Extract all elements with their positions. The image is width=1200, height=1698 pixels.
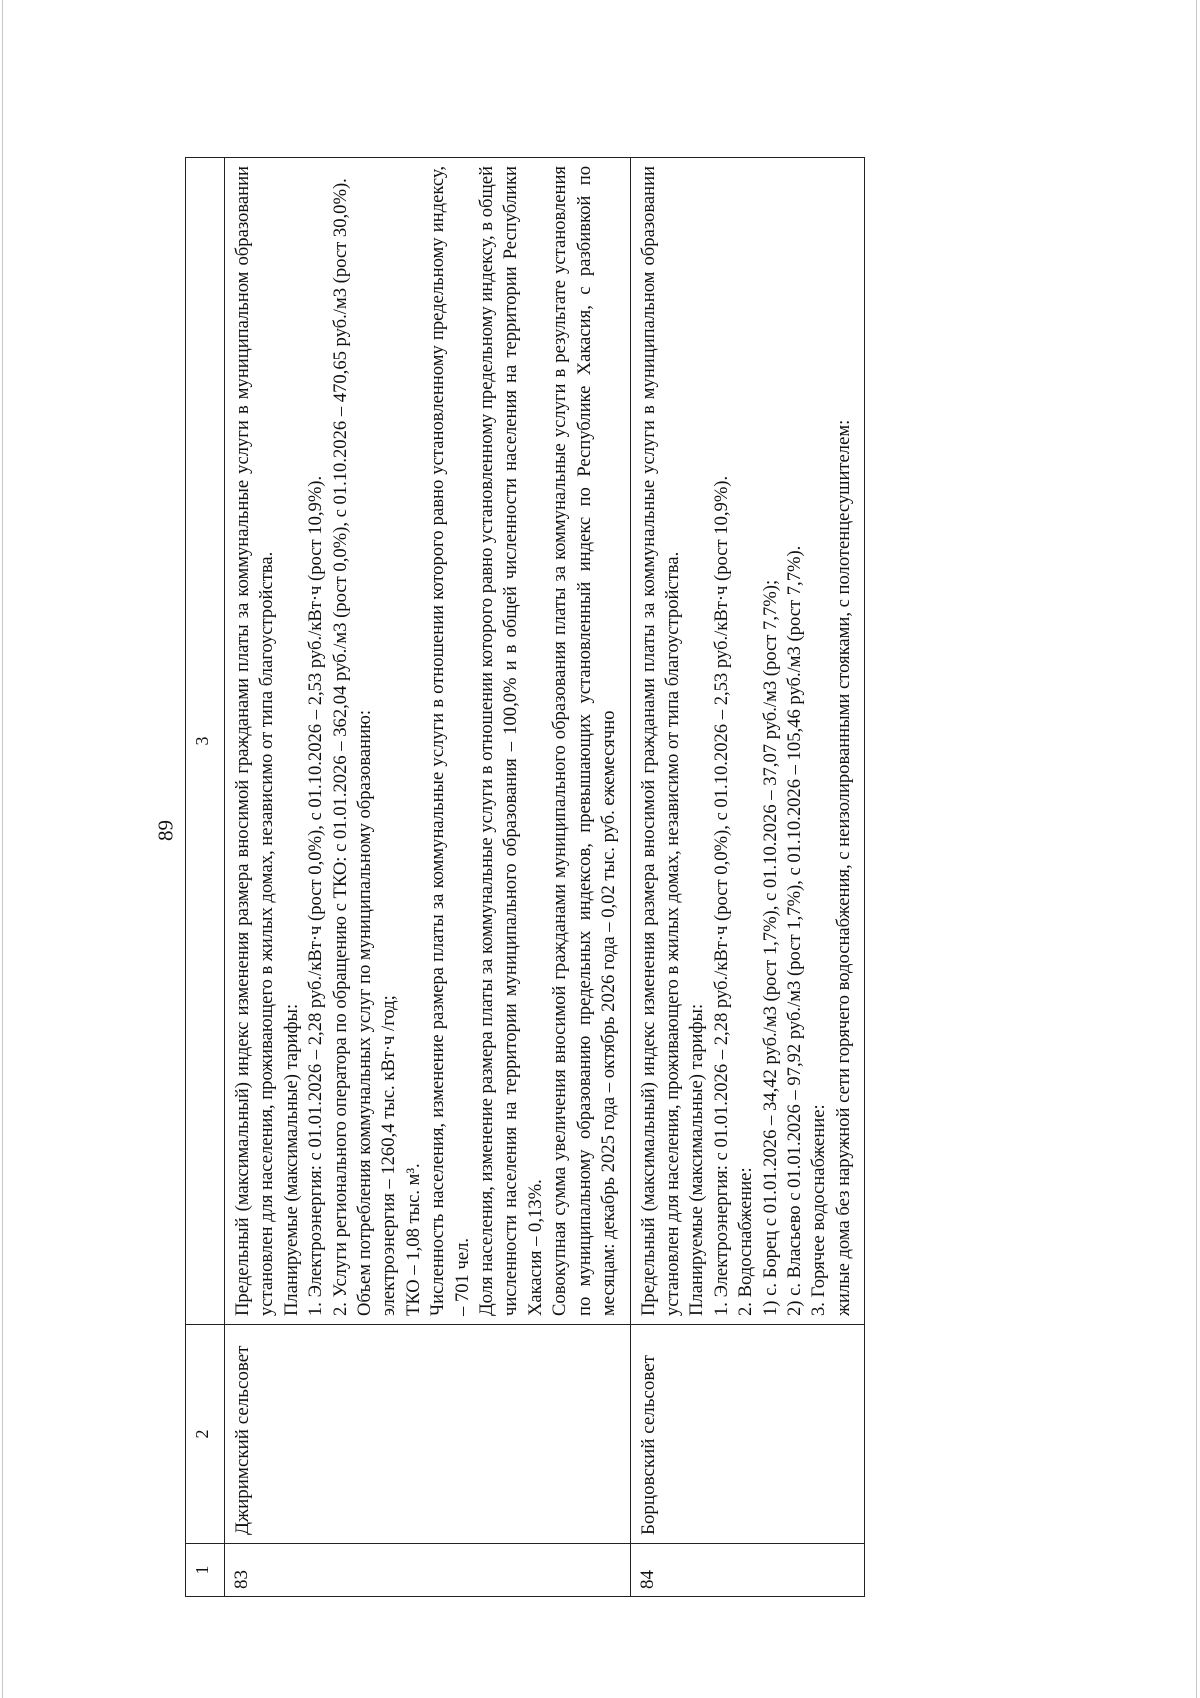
- hot-water-category: жилые дома без наружной сети горячего водоснабжения, с неизолированными стояками, с полотенцесушителем:: [832, 419, 854, 1316]
- water-tariff-vlasyevo: 2) с. Власьево с 01.01.2026 – 97,92 руб./м3 (рост 1,7%), с 01.10.2026 – 105,46 руб./м3 (рост 7,7%).: [783, 545, 805, 1316]
- electricity-tariff: 1. Электроэнергия: с 01.01.2026 – 2,28 руб./кВт·ч (рост 0,0%), с 01.10.2026 – 2,53 руб./кВт·ч (рост 10,9%).: [305, 475, 327, 1316]
- scan-edge-left: [2, 0, 3, 1698]
- tariffs-heading: Планируемые (максимальные) тарифы:: [686, 1003, 708, 1316]
- table-header-row: [186, 158, 225, 1597]
- index-statement: Предельный (максимальный) индекс изменения размера вносимой гражданами платы за коммунальные услуги в муниципальном образовании установлен для населения, проживающего в жилых домах, независимо от типа благоустройства.: [232, 166, 278, 1316]
- page-number: 89: [153, 820, 178, 841]
- scan-edge-right: [1196, 0, 1197, 1698]
- header-col-2: 2: [186, 1325, 225, 1544]
- electricity-volume: электроэнергия – 1260,4 тыс. кВт·ч /год;: [378, 995, 400, 1316]
- header-col-1: 1: [186, 1544, 225, 1597]
- tariff-table: [185, 157, 865, 1597]
- waste-volume: ТКО – 1,08 тыс. м³.: [402, 1163, 424, 1316]
- population-share: Доля населения, изменение размера платы за коммунальные услуги в отношении которого равно установленному предельному индексу, в общей численности населения на территории муниципального образования – 100,0% и в общей численности населения на территории Республики Хакасия – 0,13%.: [476, 166, 546, 1316]
- tariff-description: [225, 158, 631, 1325]
- table-row: [630, 158, 865, 1597]
- table-row: [225, 158, 631, 1597]
- total-increase: Совокупная сумма увеличения вносимой гражданами муниципального образования платы за коммунальные услуги в результате установления по муниципальному образованию предельных индексов, превышающих установленный индекс по Республике Хакасия, с разбивкой по месяцам: декабрь 2025 года – октябрь 2026 года – 0,02 тыс. руб. ежемесячно: [549, 166, 620, 1316]
- water-heading: 2. Водоснабжение:: [735, 1167, 757, 1316]
- waste-tariff: 2. Услуги регионального оператора по обращению с ТКО: с 01.01.2026 – 362,04 руб./м3 (рост 0,0%), с 01.10.2026 – 470,65 руб./м3 (рост 30,0%).: [329, 178, 351, 1316]
- water-tariff-borets: 1) с. Борец с 01.01.2026 – 34,42 руб./м3 (рост 1,7%), с 01.10.2026 – 37,07 руб./м3 (рост 7,7%);: [759, 579, 781, 1316]
- consumption-heading: Объем потребления коммунальных услуг по муниципальному образованию:: [354, 709, 376, 1316]
- population-count: Численность населения, изменение размера платы за коммунальные услуги в отношении которого равно установленному предельному индексу, – 701 чел.: [427, 166, 473, 1316]
- index-statement: Предельный (максимальный) индекс изменения размера вносимой гражданами платы за коммунальные услуги в муниципальном образовании установлен для населения, проживающего в жилых домах, независимо от типа благоустройства.: [637, 166, 683, 1316]
- municipality-name: Джиримский сельсовет: [225, 1325, 631, 1544]
- hot-water-heading: 3. Горячее водоснабжение:: [808, 1104, 830, 1316]
- electricity-tariff: 1. Электроэнергия: с 01.01.2026 – 2,28 руб./кВт·ч (рост 0,0%), с 01.10.2026 – 2,53 руб./кВт·ч (рост 10,9%).: [710, 475, 732, 1316]
- header-col-3: 3: [186, 158, 225, 1325]
- tariffs-heading: Планируемые (максимальные) тарифы:: [280, 1003, 302, 1316]
- tariff-description: [630, 158, 865, 1325]
- row-number: 83: [225, 1544, 631, 1597]
- row-number: 84: [630, 1544, 865, 1597]
- rotated-page: [185, 157, 1035, 1597]
- municipality-name: Борцовский сельсовет: [630, 1325, 865, 1544]
